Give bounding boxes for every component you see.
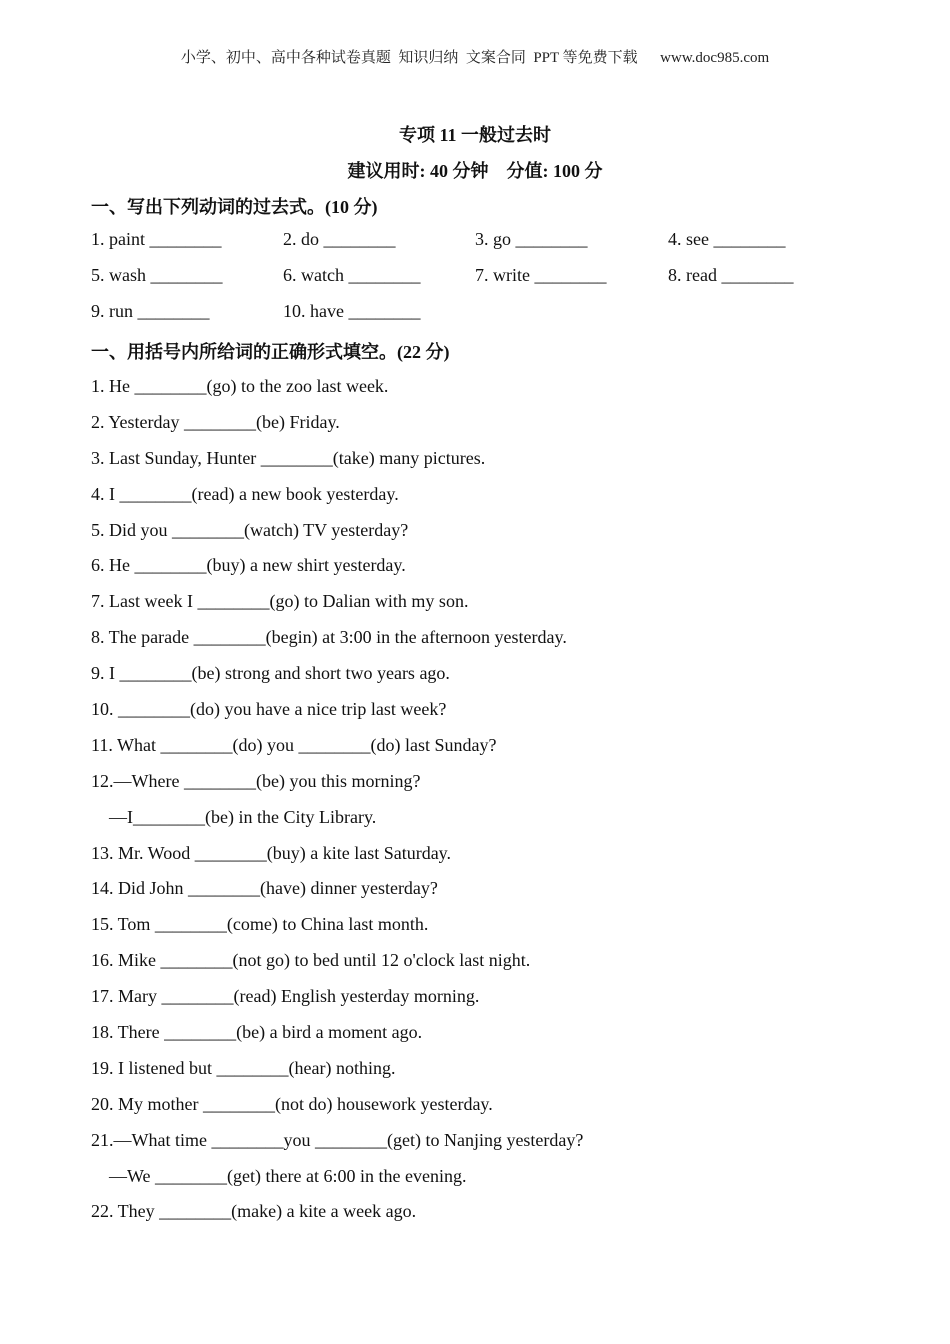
verb-item: 1. paint ________ bbox=[91, 229, 222, 249]
question: 6. He ________(buy) a new shirt yesterday. bbox=[91, 555, 406, 576]
question: 21.—What time ________you ________(get) to Nanjing yesterday? bbox=[91, 1129, 584, 1150]
question: 4. I ________(read) a new book yesterday. bbox=[91, 483, 399, 504]
question: 16. Mike ________(not go) to bed until 12 o'clock last night. bbox=[91, 950, 531, 971]
verb-item: 3. go ________ bbox=[475, 229, 588, 249]
question: 7. Last week I ________(go) to Dalian with my son. bbox=[91, 591, 469, 612]
verb-item: 9. run ________ bbox=[91, 301, 210, 321]
question: 11. What ________(do) you ________(do) last Sunday? bbox=[91, 734, 497, 755]
question: 17. Mary ________(read) English yesterday morning. bbox=[91, 986, 480, 1007]
page-header: 小学、初中、高中各种试卷真题 知识归纳 文案合同 PPT 等免费下载 www.doc985.com bbox=[180, 50, 770, 66]
question: 20. My mother ________(not do) housework yesterday. bbox=[91, 1093, 493, 1114]
question: 2. Yesterday ________(be) Friday. bbox=[91, 411, 340, 432]
question: 5. Did you ________(watch) TV yesterday? bbox=[91, 519, 409, 540]
question: 10. ________(do) you have a nice trip last week? bbox=[91, 699, 447, 720]
question: 8. The parade ________(begin) at 3:00 in the afternoon yesterday. bbox=[91, 627, 567, 648]
question: 14. Did John ________(have) dinner yesterday? bbox=[91, 878, 438, 899]
section-1-heading: 一、写出下列动词的过去式。(10 分) bbox=[91, 197, 378, 217]
verb-list bbox=[91, 229, 891, 337]
section-2-heading: 一、用括号内所给词的正确形式填空。(22 分) bbox=[91, 342, 450, 362]
question: 12.—Where ________(be) you this morning? bbox=[91, 770, 421, 791]
verb-item: 8. read ________ bbox=[668, 265, 794, 285]
verb-item: 5. wash ________ bbox=[91, 265, 223, 285]
question: 1. He ________(go) to the zoo last week. bbox=[91, 376, 389, 396]
question: 13. Mr. Wood ________(buy) a kite last Saturday. bbox=[91, 842, 452, 863]
question: 15. Tom ________(come) to China last month. bbox=[91, 914, 429, 935]
question: 3. Last Sunday, Hunter ________(take) many pictures. bbox=[91, 447, 486, 468]
question: 9. I ________(be) strong and short two years ago. bbox=[91, 663, 450, 684]
question-answer-line: —I________(be) in the City Library. bbox=[109, 806, 377, 827]
question: 19. I listened but ________(hear) nothing. bbox=[91, 1057, 396, 1078]
fill-in-list bbox=[91, 373, 911, 1234]
verb-item: 2. do ________ bbox=[283, 229, 396, 249]
question: 18. There ________(be) a bird a moment ago. bbox=[91, 1022, 423, 1043]
question: 22. They ________(make) a kite a week ago. bbox=[91, 1201, 417, 1222]
verb-item: 4. see ________ bbox=[668, 229, 786, 249]
verb-item: 6. watch ________ bbox=[283, 265, 421, 285]
page-title: 专项 11 一般过去时 bbox=[398, 125, 551, 145]
page-subtitle: 建议用时: 40 分钟 分值: 100 分 bbox=[347, 161, 603, 181]
verb-item: 7. write ________ bbox=[475, 265, 607, 285]
question-answer-line: —We ________(get) there at 6:00 in the evening. bbox=[109, 1165, 467, 1186]
verb-item: 10. have ________ bbox=[283, 301, 421, 321]
